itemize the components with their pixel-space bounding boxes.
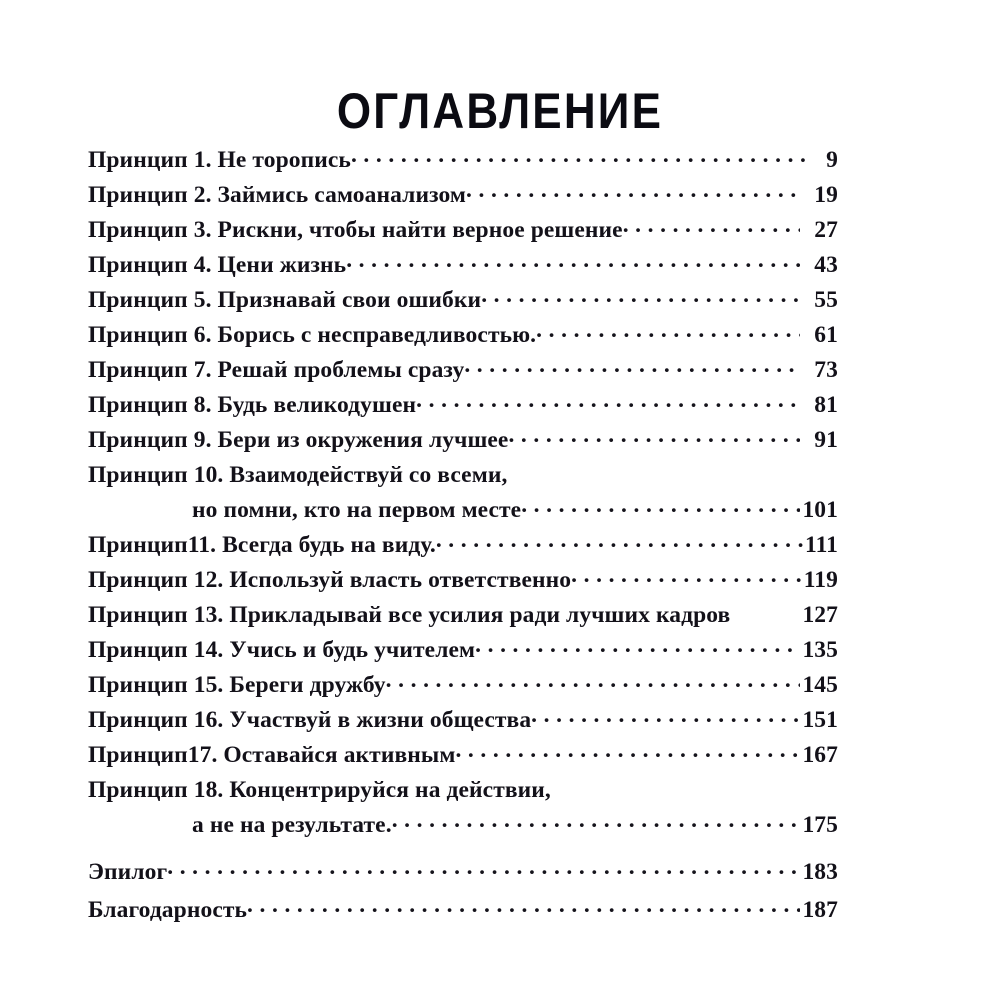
toc-entry-title: Принцип 10. Взаимодействуй со всеми, [88,462,508,488]
toc-entry-title: Принцип 5. Признавай свои ошибки [88,287,482,313]
toc-page-number: 27 [814,217,838,243]
toc-entry-title: Принцип 3. Рискни, чтобы найти верное решение [88,217,623,243]
toc-entry-title: Принцип 15. Береги дружбу [88,672,386,698]
dot-leader [346,249,800,273]
toc-entry-line [88,388,838,423]
toc-entry-title: Принцип 18. Концентрируйся на действии, [88,777,551,803]
toc-entry-line [88,458,838,493]
toc-entry-title: Принцип 4. Цени жизнь [88,252,347,278]
toc-entry-continuation-line [88,493,838,528]
toc-entry-line [88,248,838,283]
toc-entry[interactable] [88,248,838,283]
toc-entry-title: Принцип11. Всегда будь на виду. [88,532,436,558]
dot-leader [247,894,800,918]
dot-leader [436,529,803,553]
toc-page-number: 81 [814,392,838,418]
toc-page-number: 9 [826,147,838,173]
dot-leader [455,739,800,763]
toc-entry[interactable] [88,703,838,738]
toc-entry-title: Принцип 8. Будь великодушен [88,392,417,418]
dot-leader [508,424,800,448]
toc-page-number: 175 [802,812,838,838]
toc-page-number: 111 [805,532,838,558]
toc-entry-title: Принцип 7. Решай проблемы сразу [88,357,465,383]
toc-entry[interactable] [88,318,838,353]
toc-entry-line [88,283,838,318]
toc-entry-title: Принцип 12. Используй власть ответственно [88,567,572,593]
toc-page-number: 187 [802,897,838,923]
dot-leader [536,319,800,343]
toc-entry-line [88,318,838,353]
toc-page-number: 119 [803,567,838,593]
toc-entry[interactable] [88,563,838,598]
toc-entry-line [88,893,838,928]
toc-page-number: 55 [814,287,838,313]
toc-page-number: 19 [814,182,838,208]
toc-page-number: 145 [802,672,838,698]
toc-page-number: 61 [814,322,838,348]
toc-entry-line [88,773,838,808]
dot-leader [623,214,801,238]
dot-leader [571,564,802,588]
dot-leader [531,704,800,728]
toc-page-number: 127 [802,602,838,628]
toc-entry[interactable] [88,528,838,563]
dot-leader [464,354,800,378]
toc-page-number: 167 [802,742,838,768]
toc-entry-line [88,528,838,563]
toc-page-number: 101 [802,497,838,523]
toc-entry-title: но помни, кто на первом месте [192,497,522,523]
toc-entry[interactable] [88,633,838,668]
dot-leader [386,669,801,693]
dot-leader [521,494,800,518]
toc-entry[interactable] [88,423,838,458]
toc-entry-line [88,855,838,890]
toc-entry-title: Принцип 1. Не торопись [88,147,351,173]
dot-leader [416,389,800,413]
dot-leader [351,144,808,168]
toc-entry[interactable] [88,668,838,703]
toc-entry-continuation-line [88,808,838,843]
toc-entry-line [88,143,838,178]
toc-entry[interactable] [88,738,838,773]
toc-page-number: 91 [814,427,838,453]
toc-entry-title: Благодарность [88,897,248,923]
dot-leader [475,634,800,658]
toc-entry-line [88,178,838,213]
toc-entry[interactable] [88,773,838,843]
dot-leader [730,599,792,623]
toc-entry[interactable] [88,283,838,318]
toc-entry-line [88,703,838,738]
toc-entry[interactable] [88,458,838,528]
toc-entry[interactable] [88,855,838,890]
toc-entry[interactable] [88,893,838,928]
table-of-contents-list [88,143,838,928]
toc-entry-title: а не на результате. [192,812,392,838]
toc-entry[interactable] [88,598,838,633]
toc-entry-title: Принцип17. Оставайся активным [88,742,456,768]
toc-entry-title: Принцип 6. Борись с несправедливостью. [88,322,537,348]
toc-entry-title: Принцип 2. Займись самоанализом [88,182,466,208]
toc-page-number: 151 [802,707,838,733]
page-title: ОГЛАВЛЕНИЕ [336,82,664,139]
toc-entry[interactable] [88,178,838,213]
toc-entry[interactable] [88,213,838,248]
toc-entry-line [88,213,838,248]
toc-entry[interactable] [88,388,838,423]
dot-leader [481,284,800,308]
toc-entry-line [88,668,838,703]
toc-page-number: 183 [802,859,838,885]
toc-page-number: 73 [814,357,838,383]
dot-leader [392,809,801,833]
toc-entry[interactable] [88,143,838,178]
toc-entry-line [88,353,838,388]
toc-entry-line [88,633,838,668]
toc-page-number: 43 [814,252,838,278]
toc-entry-title: Принцип 9. Бери из окружения лучшее [88,427,509,453]
toc-entry[interactable] [88,353,838,388]
toc-entry-line [88,563,838,598]
toc-entry-line [88,423,838,458]
toc-page-number: 135 [802,637,838,663]
toc-entry-line [88,598,838,633]
toc-entry-title: Принцип 13. Прикладывай все усилия ради лучших кадров [88,602,731,628]
toc-entry-title: Принцип 14. Учись и будь учителем [88,637,476,663]
dot-leader [167,856,796,880]
dot-leader [466,179,800,203]
toc-entry-line [88,738,838,773]
toc-entry-title: Эпилог [88,859,168,885]
toc-entry-title: Принцип 16. Участвуй в жизни общества [88,707,532,733]
